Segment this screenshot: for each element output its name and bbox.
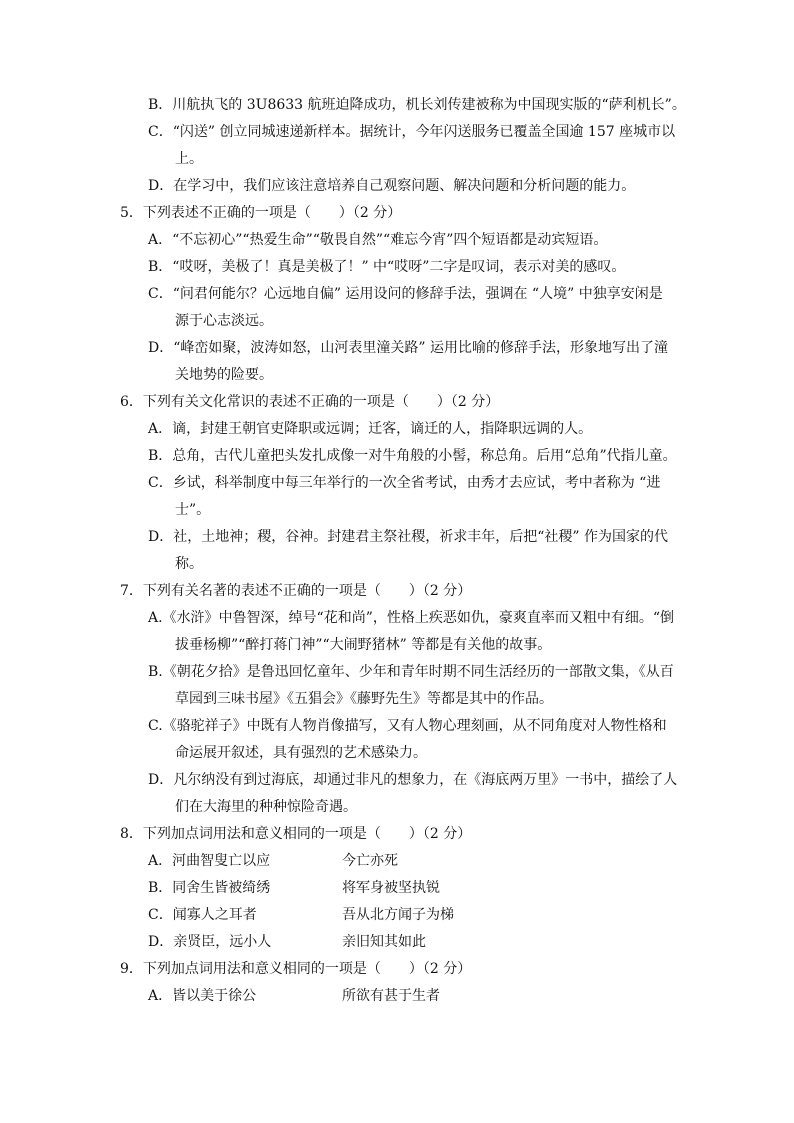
question-9-stem: 9．下列加点词用法和意义相同的一项是（ ）（2 分） bbox=[120, 961, 472, 977]
question-8-option-d-left: D．亲贤臣，远小人 bbox=[148, 934, 272, 950]
question-8-option-a-left: A．河曲智叟亡以应 bbox=[148, 853, 271, 869]
question-8-option-b bbox=[120, 875, 680, 902]
question-5-option-d: D．“峰峦如聚，波涛如怒，山河表里潼关路” 运用比喻的修辞手法，形象地写出了潼 bbox=[148, 340, 668, 356]
question-4-option-c: C．“闪送” 创立同城速递新样本。据统计，今年闪送服务已覆盖全国逾 157 座城市以 bbox=[148, 124, 676, 140]
question-7-option-d: D．凡尔纳没有到过海底，却通过非凡的想象力，在《海底两万里》一书中，描绘了人 bbox=[148, 772, 678, 788]
question-7-option-c-continued: 命运展开叙述，具有强烈的艺术感染力。 bbox=[175, 745, 427, 761]
question-8-option-c-left: C．闻寡人之耳者 bbox=[148, 907, 257, 923]
question-4-option-d: D．在学习中，我们应该注意培养自己观察问题、解决问题和分析问题的能力。 bbox=[148, 178, 636, 194]
question-8-option-d-right: 亲旧知其如此 bbox=[342, 934, 426, 950]
question-8-stem: 8．下列加点词用法和意义相同的一项是（ ）（2 分） bbox=[120, 826, 472, 842]
question-6-option-d-continued: 称。 bbox=[175, 556, 203, 572]
question-6-option-c-continued: 士”。 bbox=[175, 502, 211, 518]
question-7-option-d-continued: 们在大海里的种种惊险奇遇。 bbox=[175, 799, 357, 815]
question-6-option-d: D．社，土地神；稷，谷神。封建君主祭社稷，祈求丰年，后把“社稷” 作为国家的代 bbox=[148, 529, 668, 545]
question-5-option-c: C．“问君何能尔？心远地自偏” 运用设问的修辞手法，强调在 “人境” 中独享安闲是 bbox=[148, 286, 663, 302]
question-8-option-d bbox=[120, 929, 680, 956]
question-9-option-a bbox=[120, 983, 680, 1010]
question-5-option-d-continued: 关地势的险要。 bbox=[175, 367, 273, 383]
question-5-option-b: B．“哎呀，美极了！真是美极了！” 中“哎呀”二字是叹词，表示对美的感叹。 bbox=[148, 259, 626, 275]
question-5-option-a: A．“不忘初心”“热爱生命”“敬畏自然”“难忘今宵”四个短语都是动宾短语。 bbox=[148, 232, 608, 248]
question-7-option-a: A.《水浒》中鲁智深，绰号“花和尚”，性格上疾恶如仇，豪爽直率而又粗中有细。“倒 bbox=[148, 610, 675, 626]
question-7-option-a-continued: 拔垂杨柳”“醉打蒋门神”“大闹野猪林” 等都是有关他的故事。 bbox=[175, 637, 552, 653]
question-4-option-c-continued: 上。 bbox=[175, 151, 203, 167]
question-9-option-a-right: 所欲有甚于生者 bbox=[342, 988, 440, 1004]
question-8-option-b-right: 将军身被坚执锐 bbox=[342, 880, 440, 896]
question-7-option-b: B.《朝花夕拾》是鲁迅回忆童年、少年和青年时期不同生活经历的一部散文集，《从百 bbox=[148, 664, 674, 680]
question-5-stem: 5．下列表述不正确的一项是（ ）（2 分） bbox=[120, 205, 402, 221]
question-8-option-c-right: 吾从北方闻子为梯 bbox=[342, 907, 454, 923]
question-5-option-c-continued: 源于心志淡远。 bbox=[175, 313, 273, 329]
question-4-option-b: B．川航执飞的 3U8633 航班迫降成功，机长刘传建被称为中国现实版的“萨利机长”。 bbox=[148, 97, 686, 113]
question-7-stem: 7．下列有关名著的表述不正确的一项是（ ）（2 分） bbox=[120, 583, 472, 599]
page-content bbox=[120, 92, 686, 1010]
question-8-option-a-right: 今亡亦死 bbox=[342, 853, 398, 869]
question-7-option-c: C.《骆驼祥子》中既有人物肖像描写，又有人物心理刻画，从不同角度对人物性格和 bbox=[148, 718, 667, 734]
question-8-option-a bbox=[120, 848, 680, 875]
question-6-option-c: C．乡试，科举制度中每三年举行的一次全省考试，由秀才去应试，考中者称为 “进 bbox=[148, 475, 661, 491]
question-7-option-b-continued: 草园到三味书屋》《五猖会》《藤野先生》等都是其中的作品。 bbox=[175, 691, 553, 707]
question-6-option-a: A．谪，封建王朝官吏降职或远调；迁客，谪迁的人，指降职远调的人。 bbox=[148, 421, 593, 437]
question-8-option-b-left: B．同舍生皆被绮绣 bbox=[148, 880, 271, 896]
question-8-option-c bbox=[120, 902, 680, 929]
question-6-option-b: B．总角，古代儿童把头发扎成像一对牛角般的小髻，称总角。后用“总角”代指儿童。 bbox=[148, 448, 677, 464]
question-6-stem: 6．下列有关文化常识的表述不正确的一项是（ ）（2 分） bbox=[120, 394, 500, 410]
question-9-option-a-left: A．皆以美于徐公 bbox=[148, 988, 257, 1004]
